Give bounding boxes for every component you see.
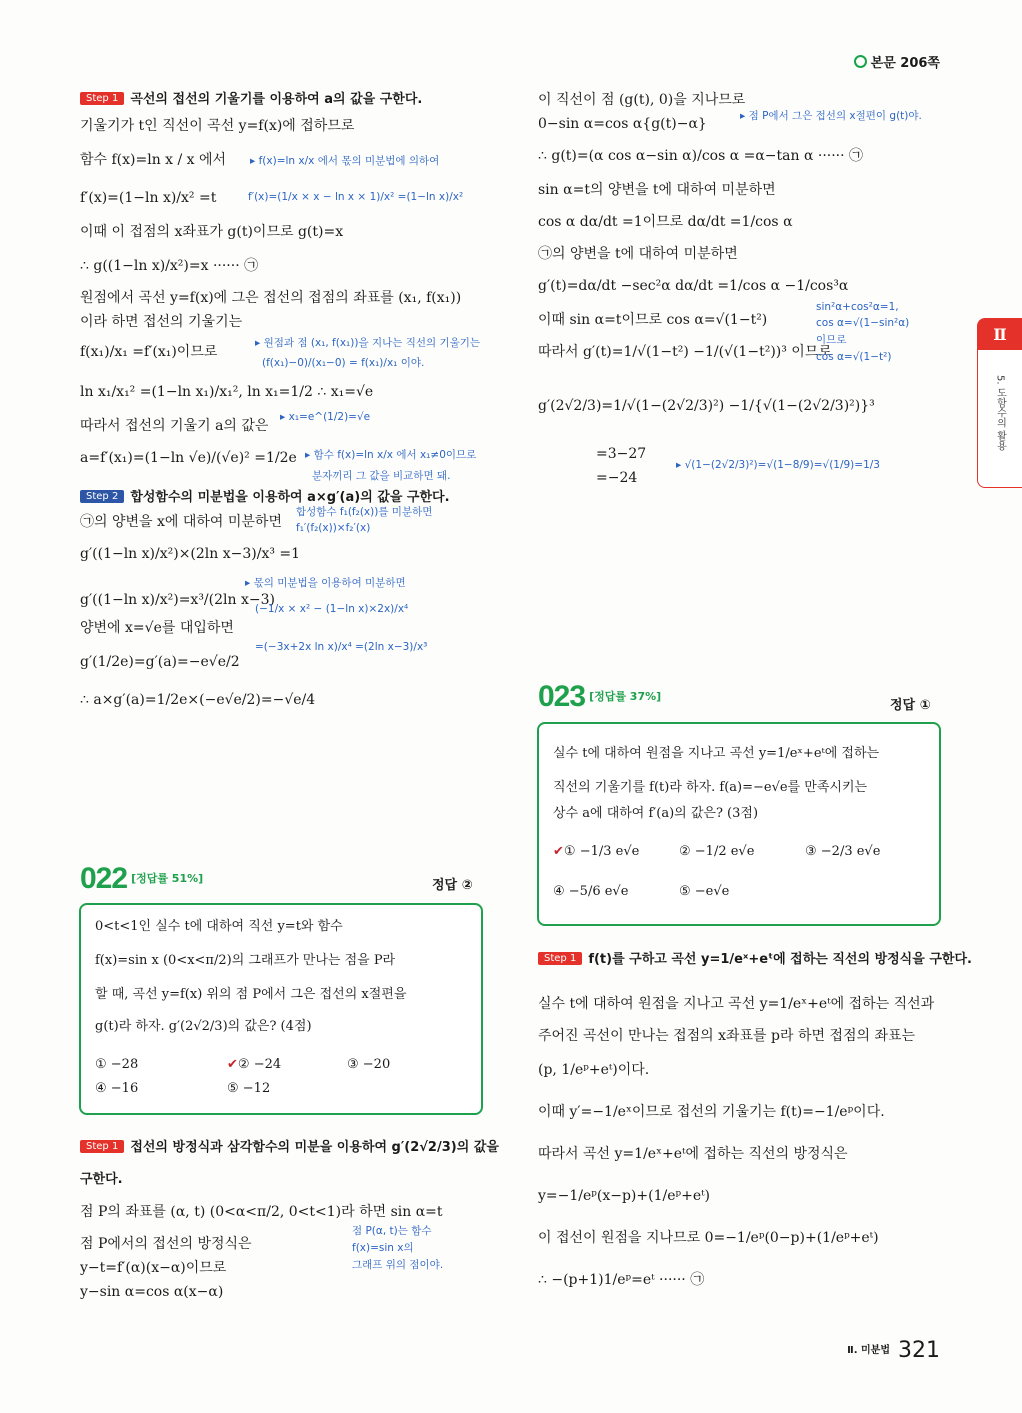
question-023-box [537, 722, 941, 926]
side-note: 분자끼리 그 값을 비교하면 돼. [312, 470, 451, 482]
checkmark-icon: ✔ [227, 1057, 238, 1072]
side-note: ▸ f(x)=ln x/x 에서 몫의 미분법에 의하여 [250, 155, 440, 167]
page-footer [847, 1338, 940, 1363]
step2-label: Step 2 [80, 490, 124, 503]
solution-line: ㉠의 양변을 t에 대하여 미분하면 [538, 246, 738, 262]
solution-line: y−t=f′(α)(x−α)이므로 [80, 1260, 227, 1276]
question-text: f(x)=sin x (0<x<π/2)의 그래프가 만나는 점을 P라 [95, 953, 396, 968]
choice-2[interactable]: ✔② −24 [227, 1057, 282, 1072]
solution-line: g′(t)=dα/dt −sec²α dα/dt =1/cos α −1/cos³α [538, 278, 849, 294]
side-note: ▸ 원점과 점 (x₁, f(x₁))을 지나는 직선의 기울기는 [255, 337, 481, 349]
step1-title: 접선의 방정식과 삼각함수의 미분을 이용하여 g′(2√2/3)의 값을 [130, 1140, 499, 1155]
solution-line: 점 P의 좌표를 (α, t) (0<α<π/2, 0<t<1)라 하면 sin α=t [80, 1204, 443, 1220]
question-number: 023 [538, 680, 586, 713]
q023-step1 [538, 948, 972, 967]
solution-line: 기울기가 t인 직선이 곡선 y=f(x)에 접하므로 [80, 118, 355, 134]
solution-line: =−24 [596, 470, 638, 486]
choice-4[interactable]: ④ −5/6 e√e [553, 884, 629, 899]
left-solution-step2 [80, 486, 450, 505]
step1-label: Step 1 [538, 952, 582, 965]
solution-line: 함수 f(x)=ln x / x 에서 [80, 152, 227, 168]
step1-label: Step 1 [80, 92, 124, 105]
side-note: cos α=√(1−t²) [816, 351, 892, 363]
step2-title: 합성함수의 미분법을 이용하여 a×g′(a)의 값을 구한다. [130, 490, 450, 505]
solution-line: g′(2√2/3)=1/√(1−(2√2/3)²) −1/{√(1−(2√2/3)²)}³ [538, 398, 875, 414]
solution-line: a=f′(x₁)=(1−ln √e)/(√e)² =1/2e [80, 450, 297, 466]
solution-line: 따라서 g′(t)=1/√(1−t²) −1/(√(1−t²))³ 이므로 [538, 344, 832, 360]
solution-line: cos α dα/dt =1이므로 dα/dt =1/cos α [538, 214, 793, 230]
solution-line: 이 직선이 점 (g(t), 0)을 지나므로 [538, 92, 746, 108]
side-note: ▸ √(1−(2√2/3)²)=√(1−8/9)=√(1/9)=1/3 [676, 459, 880, 471]
solution-line: y−sin α=cos α(x−α) [80, 1284, 224, 1300]
choice-3[interactable]: ③ −20 [347, 1057, 391, 1072]
solution-line: y=−1/eᵖ(x−p)+(1/eᵖ+eᵗ) [538, 1188, 711, 1204]
question-022-box [79, 903, 483, 1115]
solution-line: ln x₁/x₁² =(1−ln x₁)/x₁², ln x₁=1/2 ∴ x₁=√e [80, 384, 374, 400]
choice-3[interactable]: ③ −2/3 e√e [805, 844, 881, 859]
page-number: 321 [898, 1338, 940, 1363]
side-note: 그래프 위의 점이야. [352, 1259, 444, 1271]
side-note: ▸ 함수 f(x)=ln x/x 에서 x₁≠0이므로 [305, 449, 477, 461]
side-note: 점 P(α, t)는 함수 [352, 1225, 432, 1237]
answer-label: 정답 ② [432, 878, 473, 893]
solution-line: g′((1−ln x)/x²)=x³/(2ln x−3) [80, 592, 275, 608]
solution-line: 이때 y′=−1/eˣ이므로 접선의 기울기는 f(t)=−1/eᵖ이다. [538, 1104, 885, 1120]
solution-line: ∴ a×g′(a)=1/2e×(−e√e/2)=−√e/4 [80, 692, 316, 708]
correct-rate: [정답률 51%] [131, 872, 204, 885]
side-note: (f(x₁)−0)/(x₁−0) = f(x₁)/x₁ 이야. [262, 357, 425, 369]
left-solution-step1 [80, 88, 500, 115]
side-note: f₁′(f₂(x))×f₂′(x) [296, 522, 371, 534]
solution-line: ∴ g(t)=(α cos α−sin α)/cos α =α−tan α ······ ㉠ [538, 148, 864, 164]
solution-line: 원점에서 곡선 y=f(x)에 그은 접선의 접점의 좌표를 (x₁, f(x₁)) [80, 290, 462, 306]
solution-line: ∴ −(p+1)1/eᵖ=eᵗ ······ ㉠ [538, 1272, 705, 1288]
question-text: g(t)라 하자. g′(2√2/3)의 값은? (4점) [95, 1019, 312, 1034]
question-text: 실수 t에 대하여 원점을 지나고 곡선 y=1/eˣ+eᵗ에 접하는 [553, 746, 880, 761]
step1-title: 곡선의 접선의 기울기를 이용하여 a의 값을 구한다. [130, 92, 423, 107]
section-name: Ⅱ. 미분법 [847, 1345, 890, 1356]
side-note: ▸ x₁=e^(1/2)=√e [280, 411, 371, 423]
solution-line: (p, 1/eᵖ+eᵗ)이다. [538, 1062, 650, 1078]
choice-5[interactable]: ⑤ −12 [227, 1081, 271, 1096]
choice-1[interactable]: ✔① −1/3 e√e [553, 844, 640, 859]
solution-line: g′((1−ln x)/x²)×(2ln x−3)/x³ =1 [80, 546, 301, 562]
answer-label: 정답 ① [890, 698, 931, 713]
chapter-side-tab [977, 318, 1022, 488]
solution-line: ∴ g((1−ln x)/x²)=x ······ ㉠ [80, 258, 259, 274]
choice-1[interactable]: ① −28 [95, 1057, 139, 1072]
solution-line: 이라 하면 접선의 기울기는 [80, 314, 243, 330]
question-023-header [538, 680, 661, 714]
side-note: f(x)=sin x의 [352, 1242, 414, 1254]
side-note: 합성함수 f₁(f₂(x))를 미분하면 [296, 506, 433, 518]
side-note: f′(x)=(1/x × x − ln x × 1)/x² =(1−ln x)/x² [248, 191, 464, 203]
choice-4[interactable]: ④ −16 [95, 1081, 139, 1096]
solution-line: 이때 이 접점의 x좌표가 g(t)이므로 g(t)=x [80, 224, 344, 240]
side-note: ▸ 점 P에서 그은 접선의 x절편이 g(t)야. [740, 110, 922, 122]
side-note: ▸ 몫의 미분법을 이용하여 미분하면 [245, 577, 406, 589]
step1-label: Step 1 [80, 1140, 124, 1153]
checkmark-icon: ✔ [553, 844, 564, 859]
choice-5[interactable]: ⑤ −e√e [679, 884, 730, 899]
circle-icon [854, 55, 867, 68]
solution-line: 실수 t에 대하여 원점을 지나고 곡선 y=1/eˣ+eᵗ에 접하는 직선과 [538, 996, 935, 1012]
question-022-header [80, 862, 203, 896]
choice-2[interactable]: ② −1/2 e√e [679, 844, 755, 859]
solution-line: f′(x)=(1−ln x)/x² =t [80, 190, 217, 206]
question-number: 022 [80, 862, 128, 895]
solution-line: 따라서 접선의 기울기 a의 값은 [80, 418, 269, 434]
solution-line: f(x₁)/x₁ =f′(x₁)이므로 [80, 344, 218, 360]
solution-line: ㉠의 양변을 x에 대하여 미분하면 [80, 514, 282, 530]
step1-title: f(t)를 구하고 곡선 y=1/eˣ+eᵗ에 접하는 직선의 방정식을 구한다. [588, 952, 972, 967]
question-text: 할 때, 곡선 y=f(x) 위의 점 P에서 그은 접선의 x절편을 [95, 987, 407, 1002]
chapter-title: 5. 도함수의 활용 [994, 375, 1006, 451]
solution-line: 따라서 곡선 y=1/eˣ+eᵗ에 접하는 직선의 방정식은 [538, 1146, 848, 1162]
side-note: cos α=√(1−sin²α) [816, 317, 910, 329]
side-note: (−1/x × x² − (1−ln x)×2x)/x⁴ [255, 603, 409, 615]
solution-line: sin α=t의 양변을 t에 대하여 미분하면 [538, 182, 776, 198]
solution-line: 이때 sin α=t이므로 cos α=√(1−t²) [538, 312, 768, 328]
question-text: 0<t<1인 실수 t에 대하여 직선 y=t와 함수 [95, 919, 343, 934]
question-text: 직선의 기울기를 f(t)라 하자. f(a)=−e√e를 만족시키는 [553, 780, 868, 795]
solution-line: 점 P에서의 접선의 방정식은 [80, 1236, 252, 1252]
solution-line: 양변에 x=√e를 대입하면 [80, 620, 234, 636]
solution-line: 이 접선이 원점을 지나므로 0=−1/eᵖ(0−p)+(1/eᵖ+eᵗ) [538, 1230, 879, 1246]
q022-step1 [80, 1136, 499, 1155]
side-note: sin²α+cos²α=1, [816, 301, 899, 313]
correct-rate: [정답률 37%] [589, 690, 662, 703]
chapter-roman: Ⅱ [978, 319, 1022, 350]
page-reference: 본문 206쪽 [854, 52, 940, 71]
solution-line: =3−27 [596, 446, 647, 462]
side-note: 이므로 [816, 334, 847, 346]
solution-line: 주어진 곡선이 만나는 접점의 x좌표를 p라 하면 접점의 좌표는 [538, 1028, 916, 1044]
question-text: 상수 a에 대하여 f′(a)의 값은? (3점) [553, 806, 759, 821]
side-note: =(−3x+2x ln x)/x⁴ =(2ln x−3)/x³ [255, 641, 428, 653]
solution-line: g′(1/2e)=g′(a)=−e√e/2 [80, 654, 240, 670]
step1-title-cont: 구한다. [80, 1172, 123, 1187]
solution-line: 0−sin α=cos α{g(t)−α} [538, 116, 707, 132]
